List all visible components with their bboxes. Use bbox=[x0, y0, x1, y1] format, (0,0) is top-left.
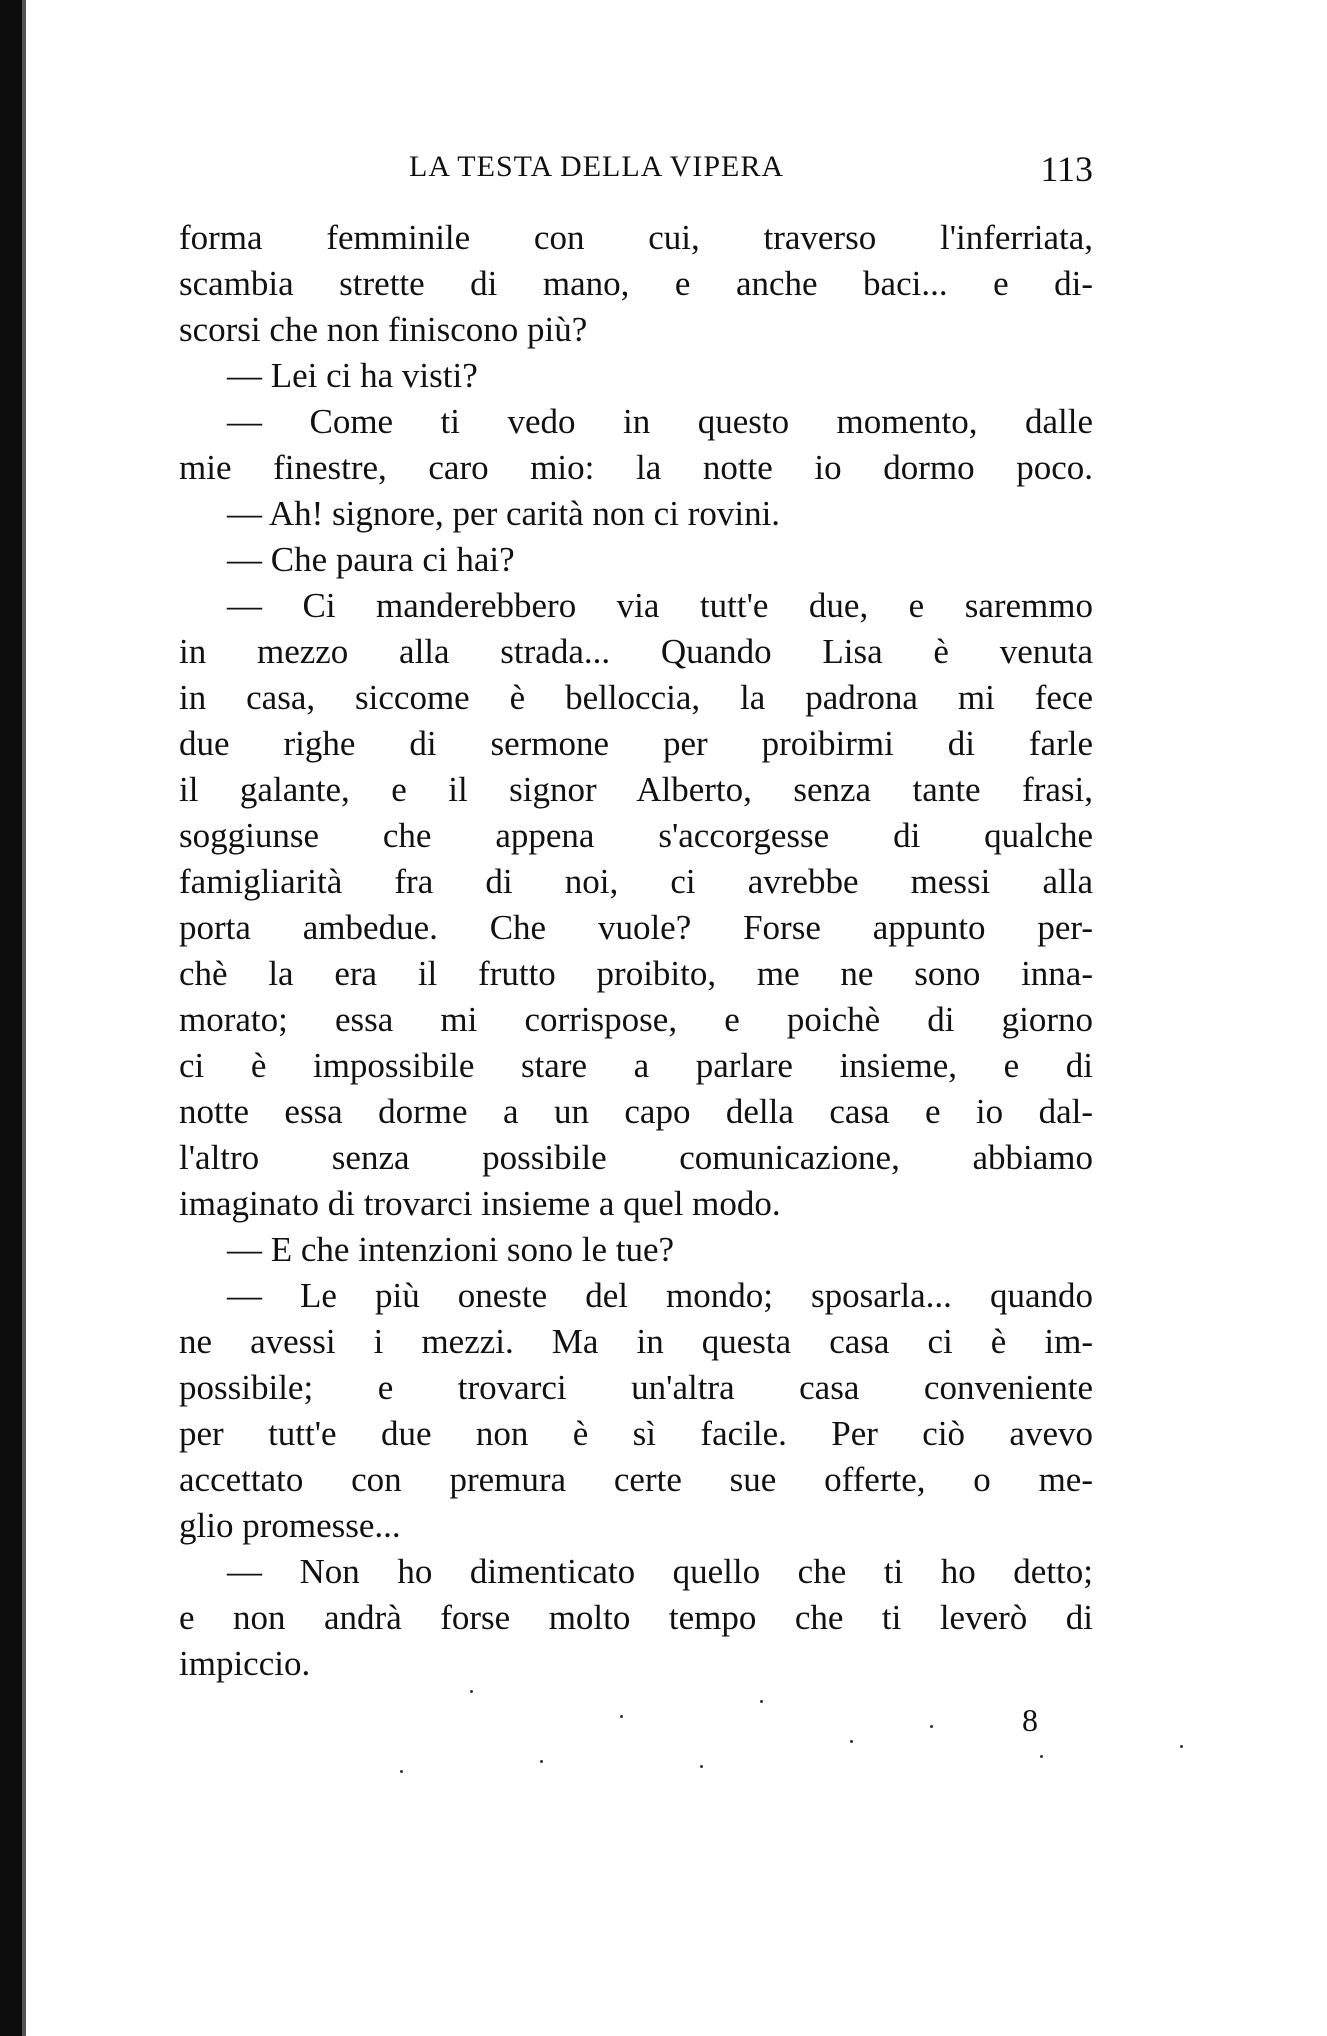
text-line: — Ci manderebbero via tutt'e due, e saremmo bbox=[227, 586, 1093, 625]
text-line: scorsi che non finiscono più? bbox=[179, 310, 588, 349]
signature-mark: 8 bbox=[1022, 1702, 1038, 1738]
text-line: glio promesse... bbox=[179, 1506, 401, 1545]
text-line: notte essa dorme a un capo della casa e io dal- bbox=[179, 1092, 1093, 1131]
text-line: soggiunse che appena s'accorgesse di qualche bbox=[179, 816, 1093, 855]
text-line: possibile; e trovarci un'altra casa conveniente bbox=[179, 1368, 1093, 1407]
page-spine-edge bbox=[22, 0, 26, 2036]
text-line: ne avessi i mezzi. Ma in questa casa ci è im- bbox=[179, 1322, 1093, 1361]
text-line: il galante, e il signor Alberto, senza tante frasi, bbox=[179, 770, 1093, 809]
text-line: l'altro senza possibile comunicazione, abbiamo bbox=[179, 1138, 1093, 1177]
text-line: — Lei ci ha visti? bbox=[227, 356, 478, 395]
page-body-text bbox=[179, 215, 1093, 1687]
text-line: porta ambedue. Che vuole? Forse appunto per- bbox=[179, 908, 1093, 947]
text-line: — E che intenzioni sono le tue? bbox=[227, 1230, 675, 1269]
page-spine-shadow bbox=[0, 0, 22, 2036]
text-line: morato; essa mi corrispose, e poichè di giorno bbox=[179, 1000, 1093, 1039]
running-title: LA TESTA DELLA VIPERA bbox=[409, 150, 785, 183]
text-line: per tutt'e due non è sì facile. Per ciò avevo bbox=[179, 1414, 1093, 1453]
text-line: impiccio. bbox=[179, 1644, 311, 1683]
text-line: forma femminile con cui, traverso l'inferriata, bbox=[179, 218, 1093, 257]
text-line: scambia strette di mano, e anche baci... e di- bbox=[179, 264, 1093, 303]
text-line: imaginato di trovarci insieme a quel modo. bbox=[179, 1184, 781, 1223]
text-line: chè la era il frutto proibito, me ne sono inna- bbox=[179, 954, 1093, 993]
text-line: — Le più oneste del mondo; sposarla... quando bbox=[227, 1276, 1093, 1315]
text-line: in casa, siccome è belloccia, la padrona mi fece bbox=[179, 678, 1093, 717]
text-line: — Che paura ci hai? bbox=[227, 540, 515, 579]
text-line: — Ah! signore, per carità non ci rovini. bbox=[227, 494, 781, 533]
text-line: famigliarità fra di noi, ci avrebbe messi alla bbox=[179, 862, 1093, 901]
text-line: accettato con premura certe sue offerte, o me- bbox=[179, 1460, 1093, 1499]
text-line: — Come ti vedo in questo momento, dalle bbox=[227, 402, 1093, 441]
text-line: mie finestre, caro mio: la notte io dormo poco. bbox=[179, 448, 1093, 487]
text-line: — Non ho dimenticato quello che ti ho detto; bbox=[227, 1552, 1093, 1591]
text-line: ci è impossibile stare a parlare insieme, e di bbox=[179, 1046, 1093, 1085]
text-line: due righe di sermone per proibirmi di farle bbox=[179, 724, 1093, 763]
page-number: 113 bbox=[1040, 149, 1093, 189]
text-line: e non andrà forse molto tempo che ti leverò di bbox=[179, 1598, 1093, 1637]
text-line: in mezzo alla strada... Quando Lisa è venuta bbox=[179, 632, 1093, 671]
page-header bbox=[179, 150, 1093, 196]
